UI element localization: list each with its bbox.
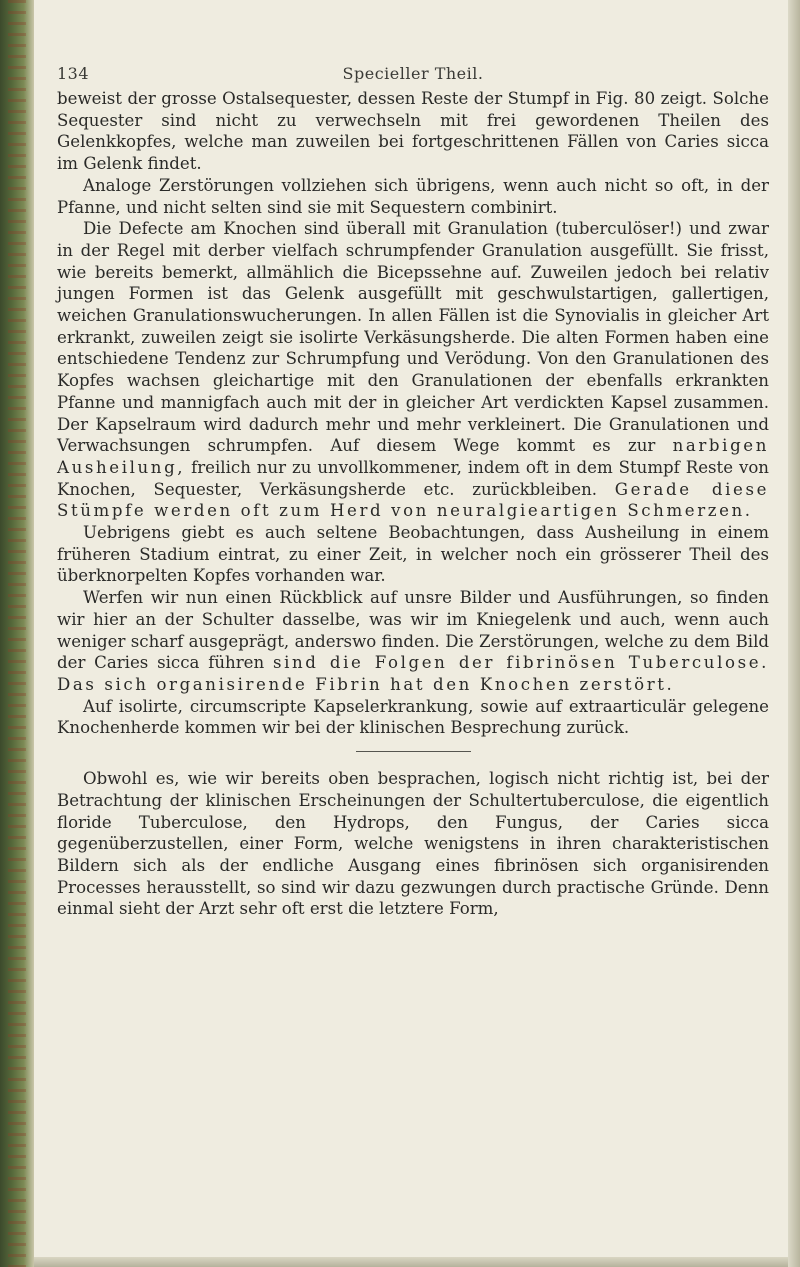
page-number: 134 xyxy=(57,64,90,83)
emphasis-text: narbigen Ausheilung, xyxy=(57,436,769,477)
scan-right-edge xyxy=(788,0,800,1267)
paragraph-text: Werfen wir nun einen Rückblick auf unsre Bilder und Ausführungen, so finden wir hier an der Schulter dasselbe, was wir im Kniegelenk und auch, wenn auch weniger scharf ausgeprägt, anderswo finden. Die Zerstörungen, welche zu dem Bild der Caries sicca führen xyxy=(57,588,769,673)
paragraph-text: Die Defecte am Knochen sind überall mit Granulation (tuberculöser!) und zwar in der Regel mit derber vielfach schrumpfender Granulation ausgefüllt. Sie frisst, wie bereits bemerkt, allmählich die Bicepssehne auf. Zuweilen jedoch bei relativ jungen Formen ist das Gelenk ausgefüllt mit geschwulstartigen, gallertigen, weichen Granulationswucherungen. In allen Fällen ist die Synovialis in gleicher Art erkrankt, zuweilen zeigt sie isolirte Verkäsungsherde. Die alten Formen haben eine entschiedene Tendenz zur Schrumpfung und Verödung. Von den Granulationen des Kopfes wachsen gleichartige mit den Granulationen der ebenfalls erkrankten Pfanne und mannigfach auch mit der in gleicher Art verdickten Kapsel zusammen. Der Kapselraum wird dadurch mehr und mehr verkleinert. Die Granulationen und Verwachsungen schrumpfen. Auf diesem Wege kommt es zur xyxy=(57,219,769,456)
paragraph: Uebrigens giebt es auch seltene Beobachtungen, dass Ausheilung in einem früheren Stadium eintrat, zu einer Zeit, in welcher noch ein grösserer Theil des überknorpelten Kopfes vorhanden war. xyxy=(57,523,769,586)
running-title: Specieller Theil. xyxy=(342,64,484,83)
paragraph: Auf isolirte, circumscripte Kapselerkrankung, sowie auf extraarticulär gelegene Knochenherde kommen wir bei der klinischen Besprechung zurück. xyxy=(57,696,769,738)
paragraph: beweist der grosse Ostalsequester, dessen Reste der Stumpf in Fig. 80 zeigt. Solche Sequester sind nicht zu verwechseln mit frei gewordenen Theilen des Gelenkkopfes, welche man zuweilen bei fortgeschrittenen Fällen von Caries sicca im Gelenk findet. xyxy=(57,89,769,174)
paragraph xyxy=(57,587,769,696)
scan-bottom-edge xyxy=(34,1257,788,1267)
paragraph: Analoge Zerstörungen vollziehen sich übrigens, wenn auch nicht so oft, in der Pfanne, und nicht selten sind sie mit Sequestern combinirt. xyxy=(57,175,769,217)
scan-left-speckle xyxy=(8,0,26,1267)
emphasis-text: Gerade diese Stümpfe werden oft zum Herd von neuralgieartigen Schmerzen. xyxy=(57,479,770,521)
paragraph: Obwohl es, wie wir bereits oben besprachen, logisch nicht richtig ist, bei der Betrachtung der klinischen Erscheinungen der Schultertuberculose, die eigentlich floride Tuberculose, den Hydrops, den Fungus, der Caries sicca gegenüberzustellen, einer Form, welche wenigstens in ihren charakteristischen Bildern sich als der endliche Ausgang eines fibrinösen sich organisirenden Processes herausstellt, so sind wir dazu gezwungen durch practische Gründe. Denn einmal sieht der Arzt sehr oft erst die letztere Form, xyxy=(57,769,769,919)
body-text xyxy=(57,88,769,920)
paragraph xyxy=(57,218,769,522)
book-page xyxy=(52,58,774,1248)
paragraph-text: freilich nur zu unvollkommener, indem oft in dem Stumpf Reste von Knochen, Sequester, Verkäsungsherde etc. zurückbleiben. xyxy=(57,457,769,499)
section-divider xyxy=(356,751,471,752)
running-head xyxy=(52,58,774,88)
emphasis-text: sind die Folgen der fibrinösen Tuberculose. Das sich organisirende Fibrin hat den Knochen zerstört. xyxy=(57,653,769,694)
